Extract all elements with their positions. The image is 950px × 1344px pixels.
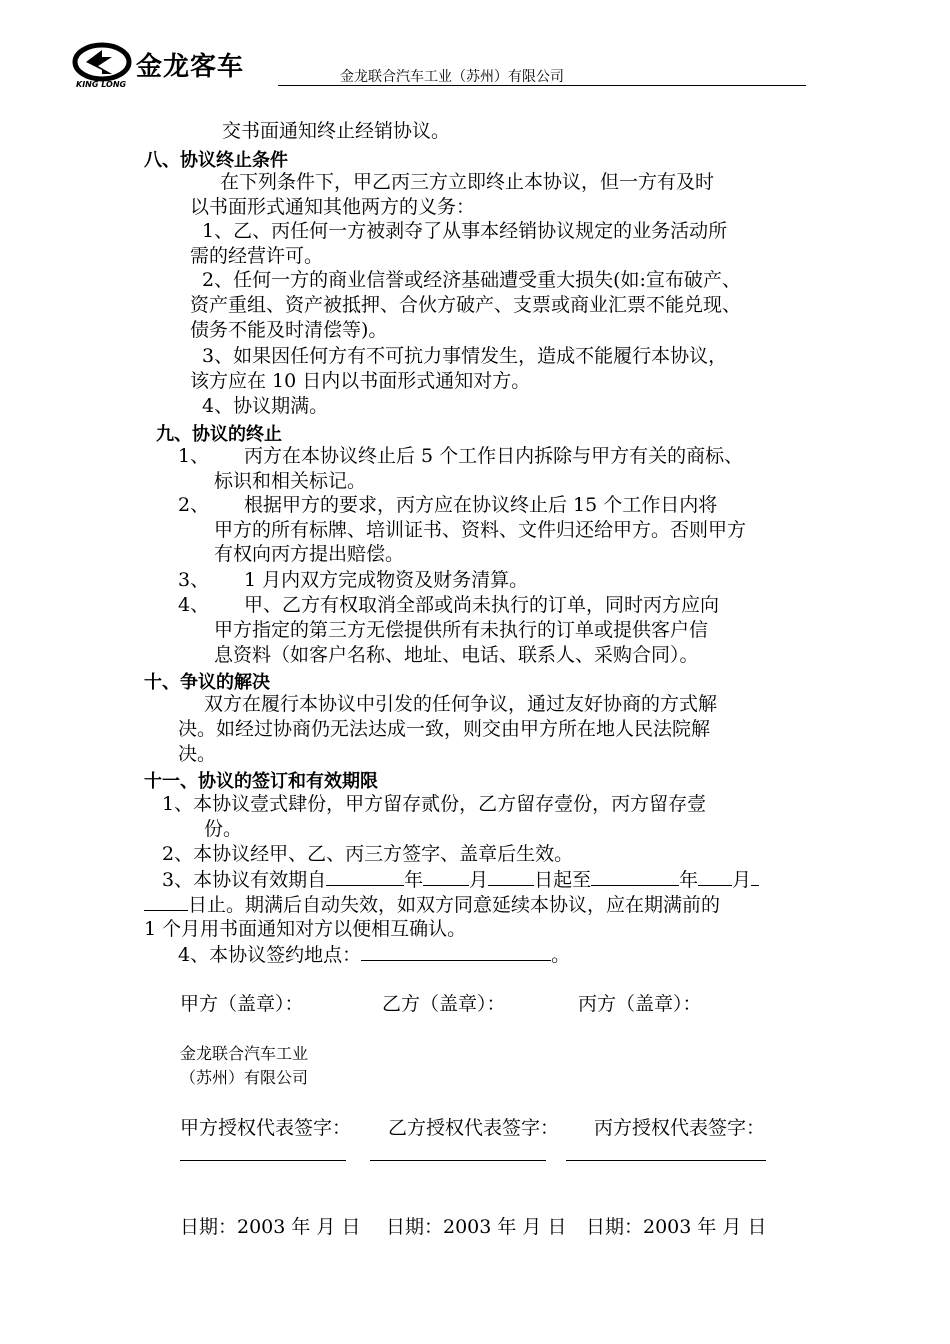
end-month-blank[interactable] — [698, 867, 732, 886]
party-a-seal-label: 甲方（盖章）： — [180, 993, 304, 1015]
s11-item1-1: 1、本协议壹式肆份，甲方留存贰份，乙方留存壹份，丙方留存壹 — [162, 793, 707, 815]
party-a-date: 日期：2003 年 月 日 — [180, 1216, 361, 1238]
s11-month-label: 月 — [469, 869, 489, 891]
s11-item3-line3: 1 个月用书面通知对方以便相互确认。 — [144, 918, 467, 940]
signing-location-blank[interactable] — [361, 942, 551, 961]
party-c-date: 日期：2003 年 月 日 — [586, 1216, 767, 1238]
party-c-seal-label: 丙方（盖章）： — [578, 993, 702, 1015]
s11-item4-label: 4、本协议签约地点： — [178, 944, 362, 966]
party-a-name-line2: （苏州）有限公司 — [180, 1068, 309, 1087]
party-c-rep-label: 丙方授权代表签字： — [594, 1117, 766, 1139]
s8-item3-2: 该方应在 10 日内以书面形式通知对方。 — [190, 370, 531, 392]
s11-item4 — [178, 942, 570, 967]
logo-subtext: KING LONG — [76, 80, 127, 89]
start-month-blank[interactable] — [423, 867, 469, 886]
s9-item1-2: 标识和相关标记。 — [214, 470, 367, 492]
end-day-blank-part2[interactable] — [144, 892, 188, 911]
section-8-title: 八、协议终止条件 — [144, 150, 288, 171]
s9-item4-3: 息资料（如客户名称、地址、电话、联系人、采购合同）。 — [214, 644, 699, 666]
s8-intro-1: 在下列条件下，甲乙丙三方立即终止本协议，但一方有及时 — [220, 171, 715, 193]
s9-num-2: 2、 — [178, 494, 210, 516]
header-rule — [278, 85, 806, 86]
king-long-logo — [72, 40, 272, 92]
party-a-name-line1: 金龙联合汽车工业 — [180, 1044, 309, 1063]
s8-item2-1: 2、任何一方的商业信誉或经济基础遭受重大损失(如:宣布破产、 — [202, 269, 741, 291]
s9-num-3: 3、 — [178, 569, 210, 591]
s11-item1-2: 份。 — [204, 818, 243, 840]
s11-item2: 2、本协议经甲、乙、丙三方签字、盖章后生效。 — [162, 843, 574, 865]
s8-item4: 4、协议期满。 — [202, 395, 329, 417]
s9-num-1: 1、 — [178, 445, 210, 467]
s11-month2-label: 月 — [732, 869, 752, 891]
party-b-date: 日期：2003 年 月 日 — [386, 1216, 567, 1238]
start-day-blank[interactable] — [488, 867, 534, 886]
s8-intro-2: 以书面形式通知其他两方的义务： — [190, 196, 476, 218]
s9-item4-2: 甲方指定的第三方无偿提供所有未执行的订单或提供客户信 — [214, 619, 709, 641]
end-year-blank[interactable] — [591, 867, 679, 886]
s11-item4-end: 。 — [551, 944, 571, 966]
start-year-blank[interactable] — [326, 867, 404, 886]
s9-num-4: 4、 — [178, 594, 210, 616]
section-10-title: 十、争议的解决 — [144, 672, 270, 693]
section-9-title: 九、协议的终止 — [156, 424, 282, 445]
s10-line-1: 双方在履行本协议中引发的任何争议，通过友好协商的方式解 — [204, 693, 718, 715]
s10-line-2: 决。如经过协商仍无法达成一致，则交由甲方所在地人民法院解 — [178, 718, 711, 740]
s8-item3-1: 3、如果因任何方有不可抗力事情发生，造成不能履行本协议， — [202, 345, 728, 367]
s8-item1-1: 1、乙、丙任何一方被剥夺了从事本经销协议规定的业务活动所 — [202, 220, 728, 242]
s10-line-3: 决。 — [178, 743, 217, 765]
s11-from-label: 日起至 — [534, 869, 592, 891]
s9-item2-1: 根据甲方的要求，丙方应在协议终止后 15 个工作日内将 — [244, 494, 718, 516]
s11-year-label: 年 — [404, 869, 424, 891]
logo-text: 金龙客车 — [136, 52, 245, 82]
s9-item2-2: 甲方的所有标牌、培训证书、资料、文件归还给甲方。否则甲方 — [214, 519, 747, 541]
header-company-name: 金龙联合汽车工业（苏州）有限公司 — [340, 69, 564, 85]
s11-item3-line2 — [144, 892, 720, 917]
party-c-signature-line[interactable] — [566, 1160, 766, 1161]
end-day-blank-part1[interactable] — [751, 867, 759, 886]
s9-item3-1: 1 月内双方完成物资及财务清算。 — [244, 569, 529, 591]
party-a-rep-label: 甲方授权代表签字： — [180, 1117, 352, 1139]
s11-item3-text2: 日止。期满后自动失效，如双方同意延续本协议，应在期满前的 — [188, 894, 721, 916]
s8-item2-3: 债务不能及时清偿等)。 — [190, 319, 388, 341]
s9-item1-1: 丙方在本协议终止后 5 个工作日内拆除与甲方有关的商标、 — [244, 445, 744, 467]
party-a-signature-line[interactable] — [180, 1160, 346, 1161]
s8-item2-2: 资产重组、资产被抵押、合伙方破产、支票或商业汇票不能兑现、 — [190, 294, 742, 316]
s11-item3-line1 — [162, 867, 759, 892]
party-b-rep-label: 乙方授权代表签字： — [388, 1117, 560, 1139]
s11-item3-prefix: 3、本协议有效期自 — [162, 869, 327, 891]
s8-item1-2: 需的经营许可。 — [190, 245, 324, 267]
s11-year2-label: 年 — [679, 869, 699, 891]
continued-line: 交书面通知终止经销协议。 — [222, 120, 451, 142]
s9-item4-1: 甲、乙方有权取消全部或尚未执行的订单，同时丙方应向 — [244, 594, 720, 616]
section-11-title: 十一、协议的签订和有效期限 — [144, 771, 378, 792]
party-b-signature-line[interactable] — [370, 1160, 546, 1161]
s9-item2-3: 有权向丙方提出赔偿。 — [214, 543, 405, 565]
party-b-seal-label: 乙方（盖章）： — [382, 993, 506, 1015]
